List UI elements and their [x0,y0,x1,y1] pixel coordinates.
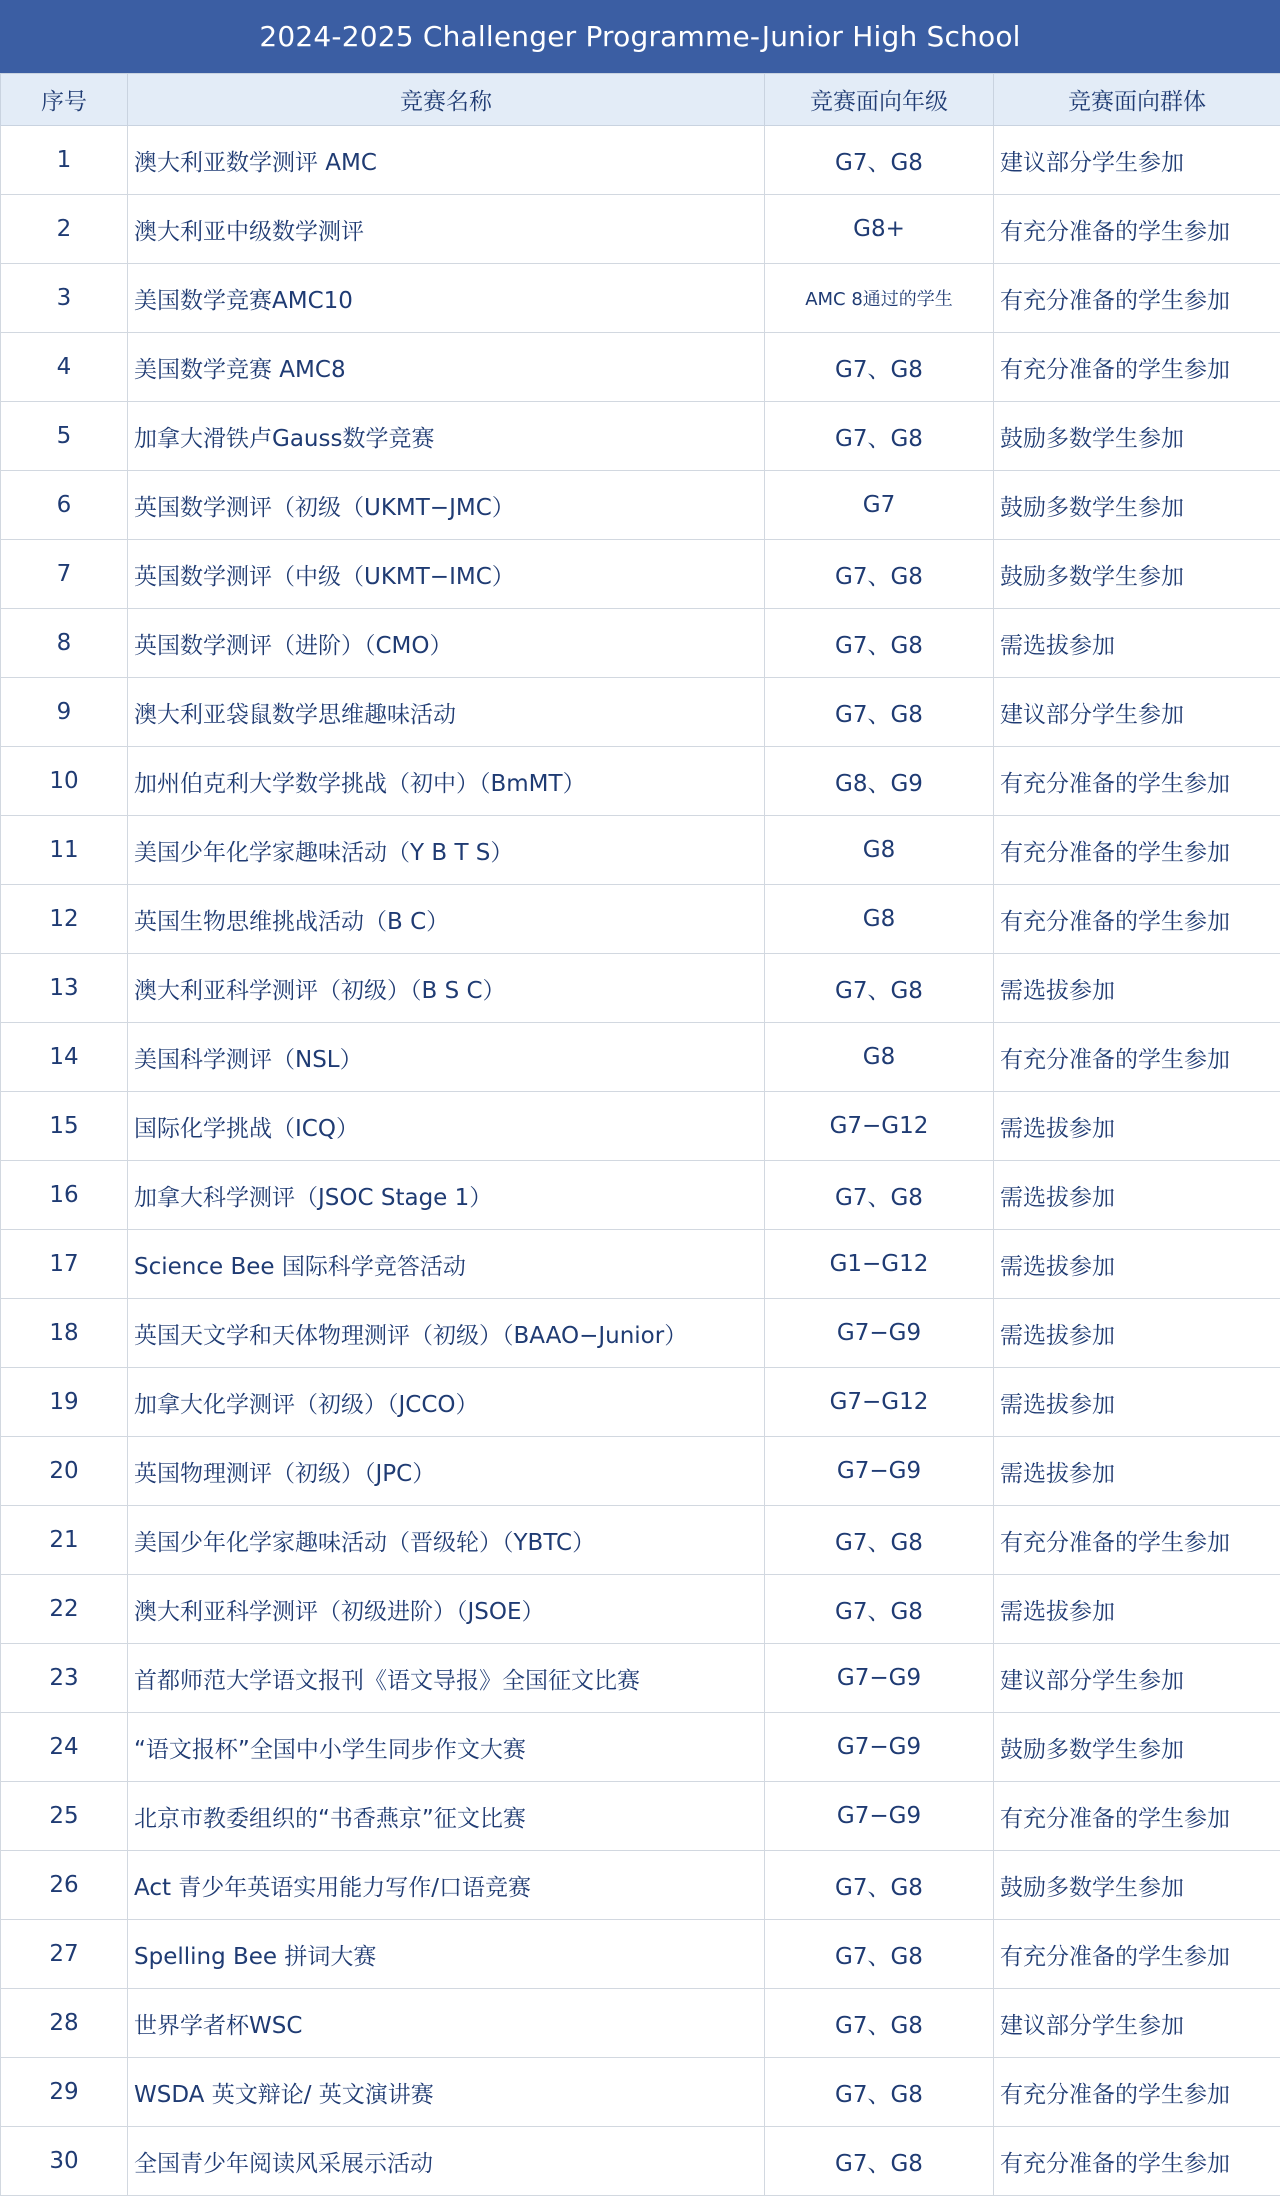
table-row [1,1299,1280,1368]
table-row [1,2127,1280,2196]
cell-grade: G7−G9 [765,1713,994,1782]
cell-target-group: 鼓励多数学生参加 [994,1851,1280,1920]
cell-target-group: 有充分准备的学生参加 [994,885,1280,954]
cell-num: 21 [1,1506,128,1575]
cell-competition-name: 澳大利亚中级数学测评 [128,195,765,264]
cell-grade: G7、G8 [765,609,994,678]
cell-grade: G7、G8 [765,2058,994,2127]
cell-competition-name: 澳大利亚科学测评（初级进阶）（JSOE） [128,1575,765,1644]
cell-target-group: 有充分准备的学生参加 [994,195,1280,264]
cell-grade: G7、G8 [765,126,994,195]
cell-num: 20 [1,1437,128,1506]
cell-grade: G7−G9 [765,1644,994,1713]
header-group: 竞赛面向群体 [994,74,1280,126]
cell-target-group: 有充分准备的学生参加 [994,1782,1280,1851]
cell-target-group: 需选拔参加 [994,1575,1280,1644]
cell-num: 8 [1,609,128,678]
cell-competition-name: 美国数学竞赛AMC10 [128,264,765,333]
table-row [1,885,1280,954]
cell-grade: G7、G8 [765,402,994,471]
cell-grade: G8 [765,1023,994,1092]
cell-grade: G7、G8 [765,1506,994,1575]
cell-num: 18 [1,1299,128,1368]
header-grade: 竞赛面向年级 [765,74,994,126]
table-row [1,1575,1280,1644]
table-body [1,126,1280,2196]
cell-competition-name: 加州伯克利大学数学挑战（初中）（BmMT） [128,747,765,816]
cell-num: 4 [1,333,128,402]
cell-num: 3 [1,264,128,333]
table-row [1,2058,1280,2127]
header-name: 竞赛名称 [128,74,765,126]
cell-target-group: 建议部分学生参加 [994,1644,1280,1713]
cell-num: 19 [1,1368,128,1437]
cell-target-group: 需选拔参加 [994,1368,1280,1437]
table-row [1,402,1280,471]
cell-target-group: 有充分准备的学生参加 [994,816,1280,885]
table-row [1,1989,1280,2058]
cell-target-group: 需选拔参加 [994,954,1280,1023]
cell-num: 23 [1,1644,128,1713]
cell-num: 22 [1,1575,128,1644]
page-title: 2024-2025 Challenger Programme-Junior High School [0,0,1280,73]
cell-target-group: 鼓励多数学生参加 [994,540,1280,609]
cell-target-group: 有充分准备的学生参加 [994,2127,1280,2196]
cell-competition-name: 北京市教委组织的“书香燕京”征文比赛 [128,1782,765,1851]
table-row [1,1092,1280,1161]
table-row [1,1713,1280,1782]
cell-grade: G7−G9 [765,1782,994,1851]
table-row [1,540,1280,609]
cell-grade: G1−G12 [765,1230,994,1299]
cell-grade: G7、G8 [765,954,994,1023]
cell-grade: AMC 8通过的学生 [765,264,994,333]
table-row [1,1437,1280,1506]
cell-num: 27 [1,1920,128,1989]
cell-num: 1 [1,126,128,195]
cell-target-group: 需选拔参加 [994,609,1280,678]
cell-grade: G7−G12 [765,1368,994,1437]
cell-competition-name: 美国数学竞赛 AMC8 [128,333,765,402]
table-row [1,678,1280,747]
cell-competition-name: Spelling Bee 拼词大赛 [128,1920,765,1989]
table-row [1,1023,1280,1092]
table-row [1,954,1280,1023]
cell-competition-name: 美国少年化学家趣味活动（晋级轮）（YBTC） [128,1506,765,1575]
cell-competition-name: 英国数学测评（初级（UKMT−JMC） [128,471,765,540]
table-row [1,471,1280,540]
cell-competition-name: 加拿大化学测评（初级）（JCCO） [128,1368,765,1437]
cell-num: 7 [1,540,128,609]
cell-num: 24 [1,1713,128,1782]
cell-grade: G7−G9 [765,1299,994,1368]
cell-competition-name: 首都师范大学语文报刊《语文导报》全国征文比赛 [128,1644,765,1713]
cell-grade: G7、G8 [765,1989,994,2058]
cell-num: 9 [1,678,128,747]
table-row [1,609,1280,678]
cell-competition-name: 英国天文学和天体物理测评（初级）（BAAO−Junior） [128,1299,765,1368]
cell-num: 10 [1,747,128,816]
cell-target-group: 建议部分学生参加 [994,126,1280,195]
table-row [1,1368,1280,1437]
cell-target-group: 建议部分学生参加 [994,678,1280,747]
competition-table [0,73,1280,2196]
cell-grade: G8 [765,816,994,885]
table-row [1,1851,1280,1920]
cell-competition-name: Science Bee 国际科学竞答活动 [128,1230,765,1299]
cell-target-group: 需选拔参加 [994,1161,1280,1230]
cell-grade: G7、G8 [765,678,994,747]
table-row [1,816,1280,885]
cell-grade: G7 [765,471,994,540]
cell-target-group: 有充分准备的学生参加 [994,1506,1280,1575]
cell-grade: G8+ [765,195,994,264]
cell-competition-name: 国际化学挑战（ICQ） [128,1092,765,1161]
table-row [1,747,1280,816]
table-header-row [1,74,1280,126]
cell-target-group: 鼓励多数学生参加 [994,402,1280,471]
cell-competition-name: 世界学者杯WSC [128,1989,765,2058]
cell-num: 28 [1,1989,128,2058]
cell-target-group: 有充分准备的学生参加 [994,333,1280,402]
table-row [1,333,1280,402]
cell-num: 12 [1,885,128,954]
header-num: 序号 [1,74,128,126]
cell-competition-name: “语文报杯”全国中小学生同步作文大赛 [128,1713,765,1782]
cell-num: 29 [1,2058,128,2127]
cell-competition-name: 英国数学测评（中级（UKMT−IMC） [128,540,765,609]
cell-num: 11 [1,816,128,885]
cell-target-group: 有充分准备的学生参加 [994,264,1280,333]
cell-competition-name: 全国青少年阅读风采展示活动 [128,2127,765,2196]
cell-num: 17 [1,1230,128,1299]
cell-target-group: 鼓励多数学生参加 [994,471,1280,540]
cell-num: 5 [1,402,128,471]
table-row [1,1506,1280,1575]
cell-target-group: 有充分准备的学生参加 [994,1920,1280,1989]
cell-target-group: 建议部分学生参加 [994,1989,1280,2058]
cell-grade: G7、G8 [765,1851,994,1920]
cell-competition-name: 英国生物思维挑战活动（B C） [128,885,765,954]
cell-num: 13 [1,954,128,1023]
cell-target-group: 鼓励多数学生参加 [994,1713,1280,1782]
table-row [1,126,1280,195]
cell-num: 2 [1,195,128,264]
cell-num: 30 [1,2127,128,2196]
cell-grade: G7、G8 [765,540,994,609]
table-row [1,1920,1280,1989]
cell-competition-name: 加拿大科学测评（JSOC Stage 1） [128,1161,765,1230]
cell-target-group: 需选拔参加 [994,1437,1280,1506]
cell-num: 16 [1,1161,128,1230]
cell-num: 25 [1,1782,128,1851]
cell-target-group: 有充分准备的学生参加 [994,1023,1280,1092]
cell-grade: G7−G9 [765,1437,994,1506]
table-row [1,264,1280,333]
table-row [1,1161,1280,1230]
cell-competition-name: 澳大利亚科学测评（初级）（B S C） [128,954,765,1023]
cell-competition-name: 美国科学测评（NSL） [128,1023,765,1092]
cell-num: 26 [1,1851,128,1920]
cell-grade: G7、G8 [765,1161,994,1230]
cell-num: 15 [1,1092,128,1161]
cell-competition-name: 澳大利亚数学测评 AMC [128,126,765,195]
cell-grade: G7、G8 [765,1920,994,1989]
table-row [1,1782,1280,1851]
cell-competition-name: Act 青少年英语实用能力写作/口语竞赛 [128,1851,765,1920]
cell-competition-name: 美国少年化学家趣味活动（Y B T S） [128,816,765,885]
cell-target-group: 有充分准备的学生参加 [994,747,1280,816]
cell-grade: G7、G8 [765,2127,994,2196]
cell-target-group: 需选拔参加 [994,1092,1280,1161]
cell-competition-name: 英国物理测评（初级）（JPC） [128,1437,765,1506]
cell-grade: G8、G9 [765,747,994,816]
table-row [1,1230,1280,1299]
cell-competition-name: 英国数学测评（进阶）（CMO） [128,609,765,678]
cell-grade: G7−G12 [765,1092,994,1161]
cell-target-group: 有充分准备的学生参加 [994,2058,1280,2127]
cell-competition-name: 加拿大滑铁卢Gauss数学竞赛 [128,402,765,471]
cell-target-group: 需选拔参加 [994,1230,1280,1299]
table-row [1,195,1280,264]
table-row [1,1644,1280,1713]
cell-grade: G7、G8 [765,1575,994,1644]
cell-target-group: 需选拔参加 [994,1299,1280,1368]
cell-grade: G8 [765,885,994,954]
cell-num: 14 [1,1023,128,1092]
cell-num: 6 [1,471,128,540]
cell-grade: G7、G8 [765,333,994,402]
cell-competition-name: WSDA 英文辩论/ 英文演讲赛 [128,2058,765,2127]
cell-competition-name: 澳大利亚袋鼠数学思维趣味活动 [128,678,765,747]
